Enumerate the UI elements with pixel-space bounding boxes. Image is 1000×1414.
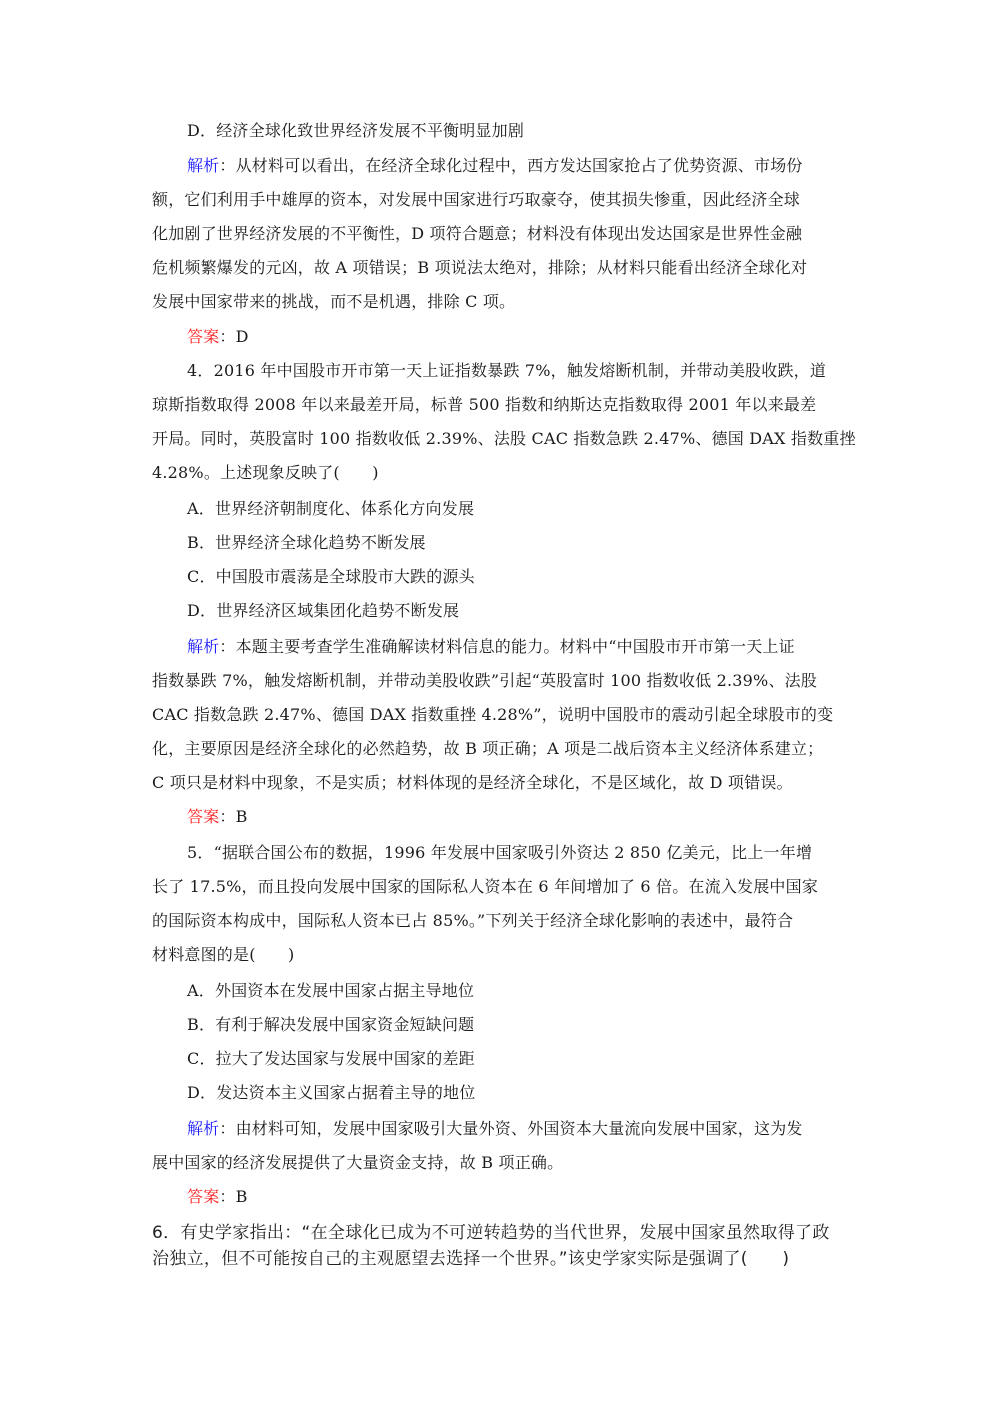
analysis-colon: ： bbox=[219, 1119, 236, 1138]
analysis-colon: ： bbox=[219, 637, 236, 656]
q3-option-d: D．经济全球化致世界经济发展不平衡明显加剧 bbox=[187, 121, 525, 140]
analysis-label: 解析 bbox=[187, 1119, 220, 1138]
analysis-colon: ： bbox=[219, 156, 236, 175]
q4-option-c: C．中国股市震荡是全球股市大跌的源头 bbox=[187, 567, 475, 586]
q6-stem-line-1: 6．有史学家指出：“在全球化已成为不可逆转趋势的当代世界，发展中国家虽然取得了政 bbox=[152, 1223, 830, 1243]
q5-stem-line-4: 材料意图的是( ) bbox=[152, 945, 295, 964]
answer-value: D bbox=[235, 327, 249, 346]
q5-stem-line-2: 长了 17.5%，而且投向发展中国家的国际私人资本在 6 年间增加了 6 倍。在流入发展中国家 bbox=[152, 877, 819, 896]
q4-stem-line-2: 琼斯指数取得 2008 年以来最差开局，标普 500 指数和纳斯达克指数取得 2001 年以来最差 bbox=[152, 395, 817, 414]
answer-colon: ： bbox=[219, 327, 236, 346]
analysis-label: 解析 bbox=[187, 637, 220, 656]
q5-option-c: C．拉大了发达国家与发展中国家的差距 bbox=[187, 1049, 475, 1068]
q5-stem-line-3: 的国际资本构成中，国际私人资本已占 85%。”下列关于经济全球化影响的表述中，最符合 bbox=[152, 911, 794, 930]
q3-analysis-line-2: 额，它们利用手中雄厚的资本，对发展中国家进行巧取豪夺，使其损失惨重，因此经济全球 bbox=[152, 190, 801, 209]
answer-label: 答案 bbox=[187, 807, 220, 826]
q3-analysis-line-3: 化加剧了世界经济发展的不平衡性，D 项符合题意；材料没有体现出发达国家是世界性金融 bbox=[152, 224, 803, 243]
analysis-text: 本题主要考查学生准确解读材料信息的能力。材料中“中国股市开市第一天上证 bbox=[235, 637, 795, 656]
q3-answer bbox=[187, 326, 249, 348]
q4-stem-line-1: 4．2016 年中国股市开市第一天上证指数暴跌 7%，触发熔断机制，并带动美股收跌，道 bbox=[187, 361, 827, 380]
answer-label: 答案 bbox=[187, 327, 220, 346]
q4-analysis-line-1 bbox=[187, 636, 795, 658]
answer-colon: ： bbox=[219, 1187, 236, 1206]
q4-analysis-line-2: 指数暴跌 7%，触发熔断机制，并带动美股收跌”引起“英股富时 100 指数收低 2.39%、法股 bbox=[152, 671, 818, 690]
q6-stem-line-2: 治独立，但不可能按自己的主观愿望去选择一个世界。”该史学家实际是强调了( ) bbox=[152, 1249, 790, 1269]
analysis-text: 从材料可以看出，在经济全球化过程中，西方发达国家抢占了优势资源、市场份 bbox=[235, 156, 803, 175]
q5-option-d: D．发达资本主义国家占据着主导的地位 bbox=[187, 1083, 476, 1102]
q5-option-a: A．外国资本在发展中国家占据主导地位 bbox=[187, 981, 475, 1000]
q3-analysis-line-5: 发展中国家带来的挑战，而不是机遇，排除 C 项。 bbox=[152, 292, 516, 311]
q3-analysis-line-4: 危机频繁爆发的元凶，故 A 项错误；B 项说法太绝对，排除；从材料只能看出经济全球化对 bbox=[152, 258, 808, 277]
q4-option-b: B．世界经济全球化趋势不断发展 bbox=[187, 533, 426, 552]
q4-analysis-line-3: CAC 指数急跌 2.47%、德国 DAX 指数重挫 4.28%”，说明中国股市的震动引起全球股市的变 bbox=[152, 705, 834, 724]
q4-stem-line-3: 开局。同时，英股富时 100 指数收低 2.39%、法股 CAC 指数急跌 2.47%、德国 DAX 指数重挫 bbox=[152, 429, 856, 448]
answer-value: B bbox=[235, 807, 248, 826]
q5-option-b: B．有利于解决发展中国家资金短缺问题 bbox=[187, 1015, 475, 1034]
analysis-text: 由材料可知，发展中国家吸引大量外资、外国资本大量流向发展中国家，这为发 bbox=[235, 1119, 803, 1138]
q5-stem-line-1: 5．“据联合国公布的数据，1996 年发展中国家吸引外资达 2 850 亿美元，比上一年增 bbox=[187, 843, 813, 862]
q5-analysis-line-2: 展中国家的经济发展提供了大量资金支持，故 B 项正确。 bbox=[152, 1153, 564, 1172]
q5-answer bbox=[187, 1186, 248, 1208]
answer-value: B bbox=[235, 1187, 248, 1206]
answer-colon: ： bbox=[219, 807, 236, 826]
q5-analysis-line-1 bbox=[187, 1118, 803, 1140]
q3-analysis-line-1 bbox=[187, 155, 803, 177]
answer-label: 答案 bbox=[187, 1187, 220, 1206]
q4-option-d: D．世界经济区域集团化趋势不断发展 bbox=[187, 601, 460, 620]
q4-answer bbox=[187, 806, 248, 828]
q4-stem-line-4: 4.28%。上述现象反映了( ) bbox=[152, 463, 379, 482]
q4-option-a: A．世界经济朝制度化、体系化方向发展 bbox=[187, 499, 475, 518]
q4-analysis-line-4: 化，主要原因是经济全球化的必然趋势，故 B 项正确；A 项是二战后资本主义经济体系建立； bbox=[152, 739, 824, 758]
q4-analysis-line-5: C 项只是材料中现象，不是实质；材料体现的是经济全球化，不是区域化，故 D 项错误。 bbox=[152, 773, 793, 792]
analysis-label: 解析 bbox=[187, 156, 220, 175]
